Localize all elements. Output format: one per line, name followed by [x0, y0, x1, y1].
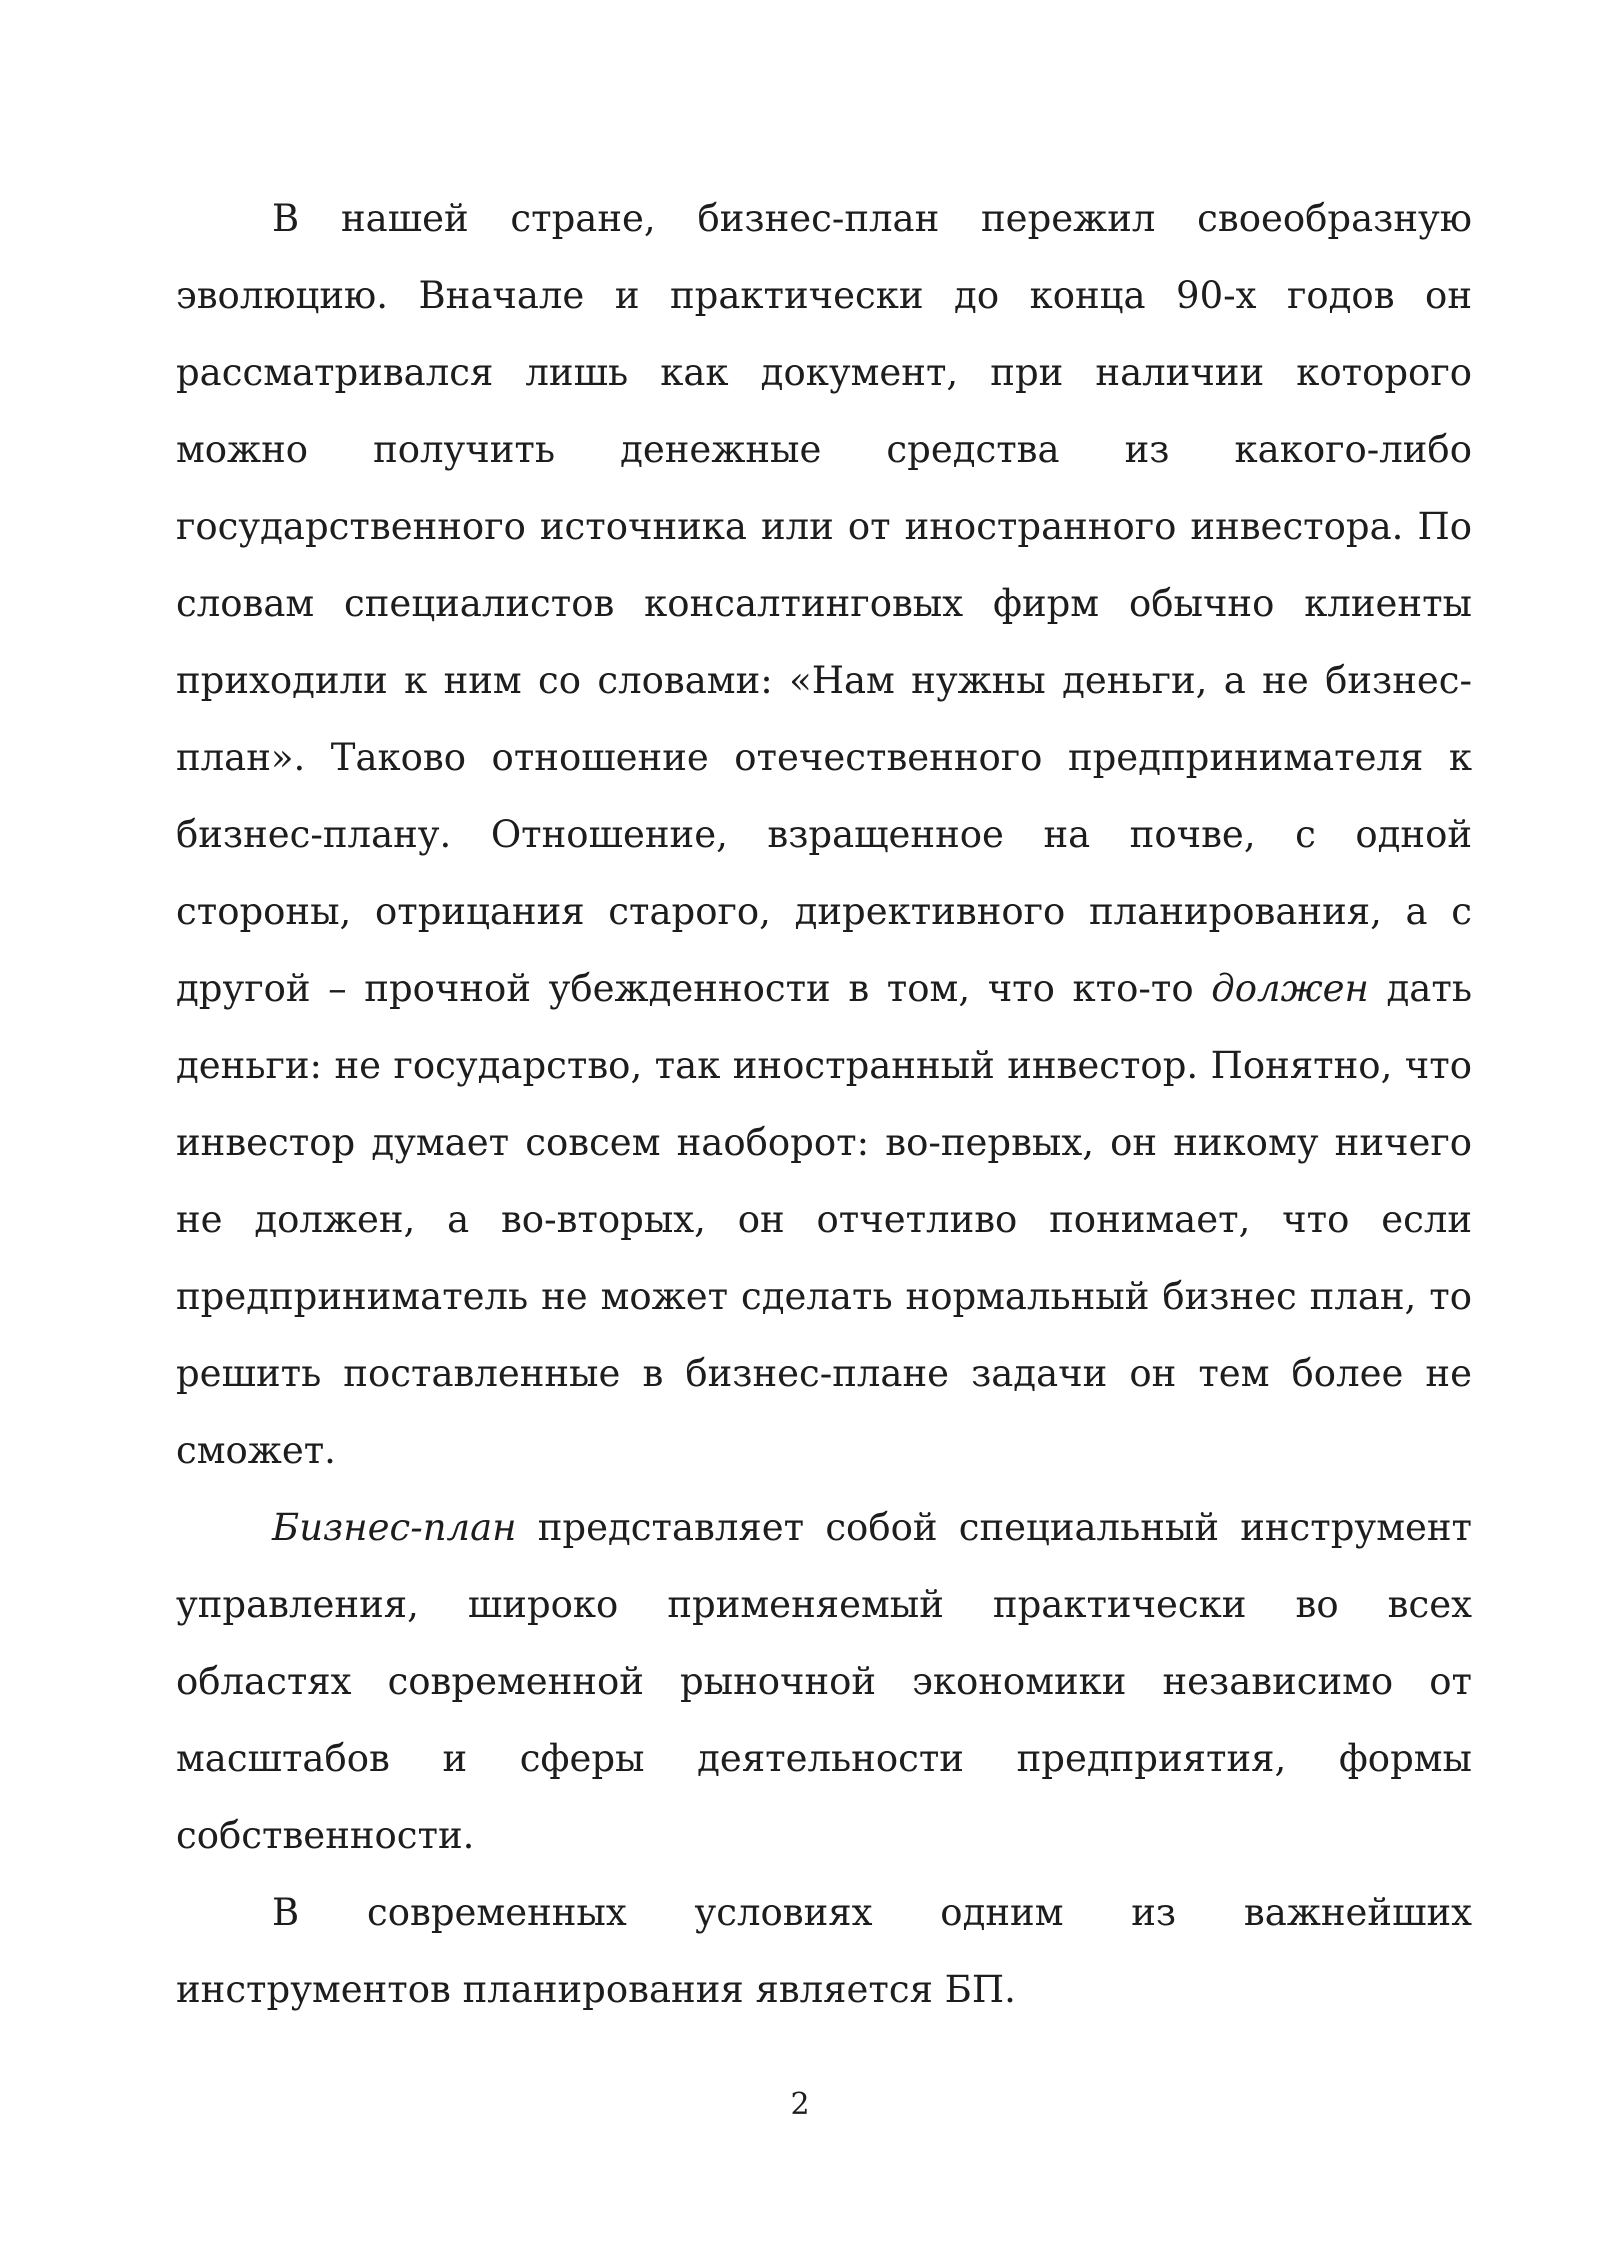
paragraph — [176, 1489, 1472, 1874]
paragraph-text: В современных условиях одним из важнейших инструментов планирования является БП. — [176, 1891, 1472, 2011]
paragraph-text: В нашей стране, бизнес-план пережил своеобразную эволюцию. Вначале и практически до конца 90-х годов он рассматривался лишь как документ, при наличии которого можно получить денежные средства из какого-либо государственного источника или от иностранного инвестора. По словам специалистов консалтинговых фирм обычно клиенты приходили к ним со словами: «Нам нужны деньги, а не бизнес-план». Таково отношение отечественного предпринимателя к бизнес-плану. Отношение, взращенное на почве, с одной стороны, отрицания старого, директивного планирования, а с другой – прочной убежденности в том, что кто-то — [176, 197, 1472, 1010]
body-text — [176, 180, 1472, 2028]
paragraph-text: дать деньги: не государство, так иностранный инвестор. Понятно, что инвестор думает совсем наоборот: во-первых, он никому ничего не должен, а во-вторых, он отчетливо понимает, что если предприниматель не может сделать нормальный бизнес план, то решить поставленные в бизнес-плане задачи он тем более не сможет. — [176, 967, 1472, 1472]
page-number: 2 — [790, 2087, 810, 2122]
paragraph — [176, 180, 1472, 1489]
paragraph-text: представляет собой специальный инструмент управления, широко применяемый практически во всех областях современной рыночной экономики независимо от масштабов и сферы деятельности предприятия, формы собственности. — [176, 1506, 1472, 1857]
paragraph — [176, 1874, 1472, 2028]
emphasized-text: Бизнес-план — [272, 1506, 517, 1549]
emphasized-text: должен — [1211, 967, 1369, 1010]
